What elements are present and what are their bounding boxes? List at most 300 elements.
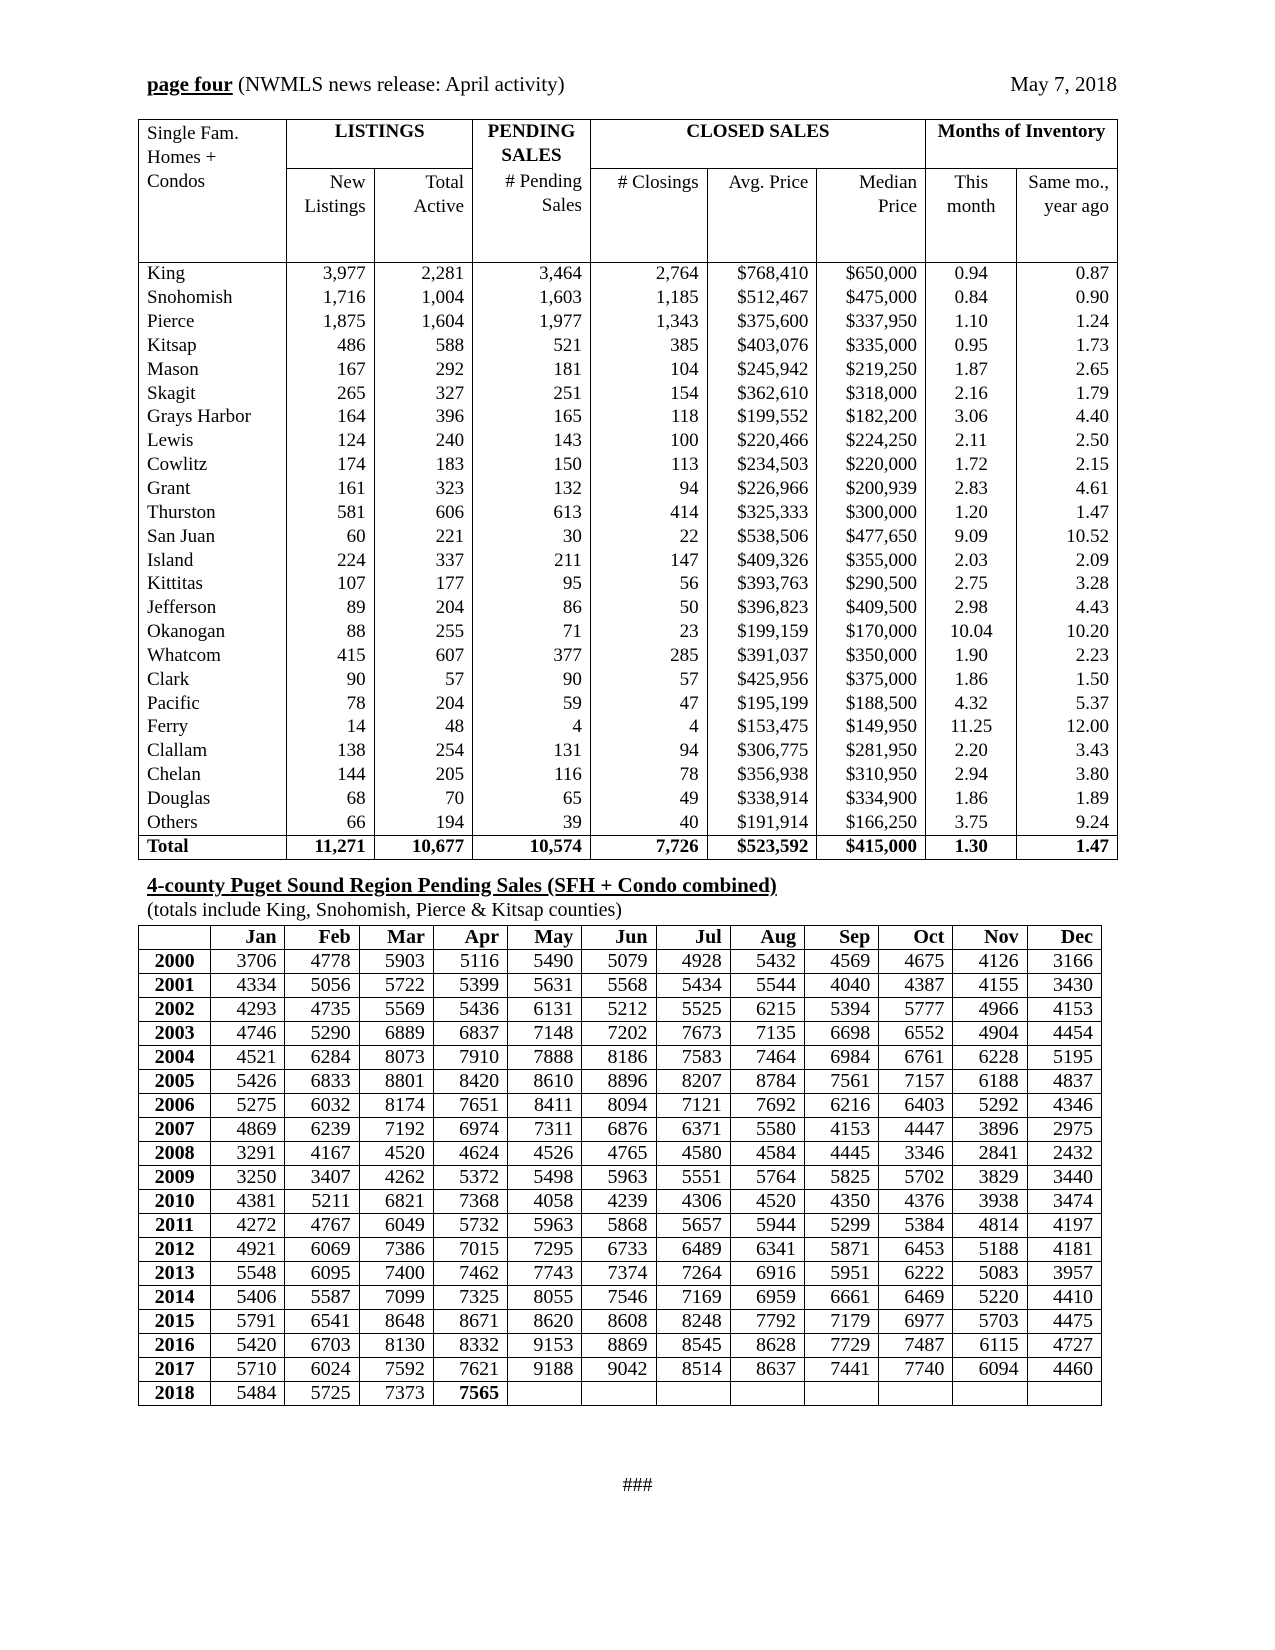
year-label: 2013 [139,1262,211,1286]
pending-cell: 5703 [953,1310,1027,1334]
county-name: Chelan [139,763,287,787]
county-cell: 167 [287,358,374,382]
pending-cell: 5426 [211,1070,285,1094]
year-row [139,1238,1102,1262]
county-cell: $245,942 [707,358,817,382]
year-row [139,1142,1102,1166]
year-label: 2001 [139,974,211,998]
county-cell: $477,650 [817,525,926,549]
pending-cell: 6733 [582,1238,656,1262]
county-cell: 1,716 [287,286,374,310]
county-cell: 1.72 [926,453,1017,477]
year-row [139,950,1102,974]
total-cell: 10,677 [374,835,473,859]
pending-cell: 3896 [953,1118,1027,1142]
county-cell: 174 [287,453,374,477]
county-cell: 86 [473,596,591,620]
county-cell: 414 [590,501,707,525]
pending-cell: 6095 [285,1262,359,1286]
pending-cell: 6188 [953,1070,1027,1094]
pending-cell: 8248 [656,1310,730,1334]
pending-cell: 8332 [433,1334,507,1358]
pending-cell: 8637 [730,1358,804,1382]
county-cell: $393,763 [707,572,817,596]
county-cell: 1.79 [1017,382,1118,406]
county-cell: 588 [374,334,473,358]
pending-cell [656,1382,730,1406]
county-cell: $318,000 [817,382,926,406]
county-name: Clallam [139,739,287,763]
pending-cell: 5657 [656,1214,730,1238]
county-cell: 0.90 [1017,286,1118,310]
pending-cell: 4904 [953,1022,1027,1046]
county-name: Kittitas [139,572,287,596]
county-cell: 23 [590,620,707,644]
county-cell: $153,475 [707,716,817,740]
pending-cell: 5725 [285,1382,359,1406]
pending-cell: 5372 [433,1166,507,1190]
county-cell: 100 [590,429,707,453]
year-row [139,1022,1102,1046]
county-cell: $650,000 [817,262,926,286]
pending-cell: 4381 [211,1190,285,1214]
county-row [139,382,1118,406]
county-name: Grant [139,477,287,501]
pending-cell: 8620 [508,1310,582,1334]
pending-cell: 2841 [953,1142,1027,1166]
county-row [139,453,1118,477]
page-label: page four [147,72,233,96]
county-cell: 60 [287,525,374,549]
pending-cell: 5406 [211,1286,285,1310]
pending-cell: 4526 [508,1142,582,1166]
col-this-month: This month [926,168,1017,262]
county-cell: 1.73 [1017,334,1118,358]
pending-cell: 7311 [508,1118,582,1142]
year-label: 2010 [139,1190,211,1214]
pending-cell: 8094 [582,1094,656,1118]
pending-cell: 8420 [433,1070,507,1094]
pending-cell: 5963 [508,1214,582,1238]
county-cell: $224,250 [817,429,926,453]
county-cell: $199,159 [707,620,817,644]
county-row [139,811,1118,835]
county-cell: 78 [590,763,707,787]
county-cell: 385 [590,334,707,358]
county-row [139,334,1118,358]
pending-cell: 6761 [879,1046,953,1070]
pending-cell: 7192 [359,1118,433,1142]
county-cell: $300,000 [817,501,926,525]
county-cell: 2,764 [590,262,707,286]
county-cell: 2.11 [926,429,1017,453]
pending-cell: 8628 [730,1334,804,1358]
pending-cell: 4197 [1027,1214,1101,1238]
county-cell: 89 [287,596,374,620]
county-cell: 11.25 [926,716,1017,740]
pending-cell: 6403 [879,1094,953,1118]
total-row [139,835,1118,859]
pending-cell [508,1382,582,1406]
county-cell: 59 [473,692,591,716]
pending-cell: 4350 [804,1190,878,1214]
pending-cell: 8130 [359,1334,433,1358]
county-cell: $220,000 [817,453,926,477]
county-name: Kitsap [139,334,287,358]
pending-cell: 3407 [285,1166,359,1190]
pending-cell: 4921 [211,1238,285,1262]
pending-cell: 4058 [508,1190,582,1214]
county-cell: 104 [590,358,707,382]
month-header: Sep [804,926,878,950]
pending-cell: 6541 [285,1310,359,1334]
pending-cell: 5432 [730,950,804,974]
county-cell: 581 [287,501,374,525]
county-cell: 255 [374,620,473,644]
county-cell: $191,914 [707,811,817,835]
pending-cell: 5951 [804,1262,878,1286]
month-header: Aug [730,926,804,950]
pending-cell: 5394 [804,998,878,1022]
year-label: 2017 [139,1358,211,1382]
year-label: 2015 [139,1310,211,1334]
county-cell: $290,500 [817,572,926,596]
pending-cell [582,1382,656,1406]
year-label: 2016 [139,1334,211,1358]
county-cell: 66 [287,811,374,835]
pending-cell: 5568 [582,974,656,998]
month-header: Mar [359,926,433,950]
county-cell: $356,938 [707,763,817,787]
county-cell: 486 [287,334,374,358]
county-cell: $391,037 [707,644,817,668]
pending-cell: 5710 [211,1358,285,1382]
pending-cell: 5399 [433,974,507,998]
col-closings: # Closings [590,168,707,262]
pending-cell: 6371 [656,1118,730,1142]
pending-cell: 4306 [656,1190,730,1214]
pending-cell: 8545 [656,1334,730,1358]
county-cell: 415 [287,644,374,668]
county-row [139,763,1118,787]
county-name: Clark [139,668,287,692]
county-cell: 10.52 [1017,525,1118,549]
col-new-listings: New Listings [287,168,374,262]
pending-cell: 5791 [211,1310,285,1334]
pending-cell: 8055 [508,1286,582,1310]
county-row [139,549,1118,573]
county-cell: 78 [287,692,374,716]
county-cell: $362,610 [707,382,817,406]
county-cell: 2.16 [926,382,1017,406]
county-cell: $281,950 [817,739,926,763]
county-name: Pacific [139,692,287,716]
pending-cell: 7740 [879,1358,953,1382]
col-total-active: Total Active [374,168,473,262]
pending-cell: 7592 [359,1358,433,1382]
county-cell: 1.47 [1017,501,1118,525]
county-cell: 2.20 [926,739,1017,763]
month-header: Oct [879,926,953,950]
pending-cell: 4765 [582,1142,656,1166]
pending-cell: 5963 [582,1166,656,1190]
pending-cell: 3346 [879,1142,953,1166]
county-name: Ferry [139,716,287,740]
pending-cell: 6703 [285,1334,359,1358]
county-cell: 1.10 [926,310,1017,334]
year-row [139,998,1102,1022]
pending-cell: 6228 [953,1046,1027,1070]
county-cell: 1,185 [590,286,707,310]
county-name: Thurston [139,501,287,525]
group-pending: PENDING SALES [473,120,591,169]
county-cell: 22 [590,525,707,549]
pending-cell: 5722 [359,974,433,998]
county-name: King [139,262,287,286]
pending-cell: 6094 [953,1358,1027,1382]
year-row [139,1118,1102,1142]
county-cell: 204 [374,596,473,620]
pending-cell: 5548 [211,1262,285,1286]
county-cell: 211 [473,549,591,573]
county-cell: 138 [287,739,374,763]
group-closed: CLOSED SALES [590,120,925,169]
pending-cell: 4675 [879,950,953,974]
county-cell: 177 [374,572,473,596]
county-cell: 90 [287,668,374,692]
pending-cell: 5764 [730,1166,804,1190]
pending-cell: 6698 [804,1022,878,1046]
pending-cell: 8411 [508,1094,582,1118]
pending-cell: 4040 [804,974,878,998]
pending-cell: 4569 [804,950,878,974]
pending-cell: 4153 [804,1118,878,1142]
month-header: Dec [1027,926,1101,950]
pending-cell: 4475 [1027,1310,1101,1334]
pending-cell: 5825 [804,1166,878,1190]
county-cell: 132 [473,477,591,501]
county-row [139,787,1118,811]
pending-cell: 7673 [656,1022,730,1046]
pending-cell: 4778 [285,950,359,974]
county-cell: 0.87 [1017,262,1118,286]
pending-cell: 3250 [211,1166,285,1190]
county-row [139,739,1118,763]
county-cell: 4.61 [1017,477,1118,501]
pending-cell: 4580 [656,1142,730,1166]
county-cell: 9.09 [926,525,1017,549]
col-avg-price: Avg. Price [707,168,817,262]
county-cell: 292 [374,358,473,382]
county-row [139,286,1118,310]
county-row [139,620,1118,644]
pending-cell: 7792 [730,1310,804,1334]
county-cell: $768,410 [707,262,817,286]
pending-cell: 3440 [1027,1166,1101,1190]
county-cell: 0.94 [926,262,1017,286]
county-cell: 94 [590,739,707,763]
pending-cell: 5525 [656,998,730,1022]
end-mark: ### [622,1474,653,1496]
page-header [147,72,1117,100]
pending-cell: 8174 [359,1094,433,1118]
pending-cell: 6984 [804,1046,878,1070]
pending-cell: 5420 [211,1334,285,1358]
pending-cell: 3957 [1027,1262,1101,1286]
pending-cell: 6216 [804,1094,878,1118]
county-cell: 154 [590,382,707,406]
pending-cell: 5083 [953,1262,1027,1286]
county-cell: 88 [287,620,374,644]
year-row [139,1334,1102,1358]
pending-cell: 8207 [656,1070,730,1094]
pending-cell: 5434 [656,974,730,998]
county-row [139,525,1118,549]
pending-cell: 2975 [1027,1118,1101,1142]
pending-cell: 4387 [879,974,953,998]
pending-cell: 4410 [1027,1286,1101,1310]
county-cell: 1,004 [374,286,473,310]
year-header-blank [139,926,211,950]
county-cell: 2.65 [1017,358,1118,382]
county-cell: 50 [590,596,707,620]
county-cell: 396 [374,406,473,430]
county-cell: 68 [287,787,374,811]
pending-cell: 8073 [359,1046,433,1070]
month-header: Jul [656,926,730,950]
pending-cell: 4155 [953,974,1027,998]
pending-cell: 4521 [211,1046,285,1070]
county-cell: 2,281 [374,262,473,286]
pending-cell: 6837 [433,1022,507,1046]
total-label: Total [139,835,287,859]
county-cell: 0.84 [926,286,1017,310]
pending-cell: 4376 [879,1190,953,1214]
county-cell: 113 [590,453,707,477]
pending-cell: 5484 [211,1382,285,1406]
release-label: (NWMLS news release: April activity) [238,72,565,96]
pending-cell: 5903 [359,950,433,974]
pending-cell: 7373 [359,1382,433,1406]
pending-cell: 6341 [730,1238,804,1262]
county-cell: 9.24 [1017,811,1118,835]
pending-cell: 7121 [656,1094,730,1118]
pending-sales-title: 4-county Puget Sound Region Pending Sales (SFH + Condo combined) [147,873,777,897]
pending-cell: 7729 [804,1334,878,1358]
month-header-row [139,926,1102,950]
year-row [139,1286,1102,1310]
pending-cell: 3474 [1027,1190,1101,1214]
pending-cell: 6821 [359,1190,433,1214]
month-header: Nov [953,926,1027,950]
pending-cell: 6959 [730,1286,804,1310]
pending-cell: 3291 [211,1142,285,1166]
county-cell: 181 [473,358,591,382]
pending-cell: 7546 [582,1286,656,1310]
county-cell: 1.90 [926,644,1017,668]
pending-cell: 5275 [211,1094,285,1118]
pending-cell: 7099 [359,1286,433,1310]
county-row [139,716,1118,740]
county-name: Snohomish [139,286,287,310]
county-cell: $375,600 [707,310,817,334]
county-cell: 3,977 [287,262,374,286]
county-cell: $538,506 [707,525,817,549]
pending-cell: 6049 [359,1214,433,1238]
pending-cell: 8869 [582,1334,656,1358]
pending-cell: 4239 [582,1190,656,1214]
county-cell: $375,000 [817,668,926,692]
pending-cell: 4727 [1027,1334,1101,1358]
county-cell: 613 [473,501,591,525]
county-row [139,477,1118,501]
pending-cell: 6876 [582,1118,656,1142]
county-cell: 107 [287,572,374,596]
year-row [139,1382,1102,1406]
county-row [139,501,1118,525]
county-cell: 377 [473,644,591,668]
county-row [139,406,1118,430]
county-cell: $475,000 [817,286,926,310]
county-cell: 327 [374,382,473,406]
county-row [139,358,1118,382]
county-cell: 606 [374,501,473,525]
county-cell: 204 [374,692,473,716]
county-cell: 10.04 [926,620,1017,644]
pending-cell: 4624 [433,1142,507,1166]
pending-cell: 7487 [879,1334,953,1358]
pending-cell: 3938 [953,1190,1027,1214]
pending-cell: 5580 [730,1118,804,1142]
pending-cell: 6284 [285,1046,359,1070]
pending-cell: 6833 [285,1070,359,1094]
county-cell: 56 [590,572,707,596]
pending-cell: 4520 [730,1190,804,1214]
corner-label: Single Fam. Homes + Condos [139,120,287,263]
year-row [139,1310,1102,1334]
month-header: Jun [582,926,656,950]
year-label: 2000 [139,950,211,974]
county-cell: 164 [287,406,374,430]
pending-cell: 7202 [582,1022,656,1046]
pending-cell: 5498 [508,1166,582,1190]
county-cell: 251 [473,382,591,406]
pending-cell: 4167 [285,1142,359,1166]
county-cell: 1,977 [473,310,591,334]
pending-cell: 4454 [1027,1022,1101,1046]
pending-cell: 7621 [433,1358,507,1382]
pending-cell: 5551 [656,1166,730,1190]
month-header: Jan [211,926,285,950]
pending-cell: 5436 [433,998,507,1022]
pending-cell: 4520 [359,1142,433,1166]
county-cell: 2.94 [926,763,1017,787]
col-pending-sales: # Pending Sales [473,168,591,262]
month-header: Apr [433,926,507,950]
county-cell: 116 [473,763,591,787]
pending-cell: 5944 [730,1214,804,1238]
pending-cell: 8671 [433,1310,507,1334]
pending-cell: 4262 [359,1166,433,1190]
pending-cell: 6661 [804,1286,878,1310]
pending-cell: 6889 [359,1022,433,1046]
county-cell: 3.28 [1017,572,1118,596]
county-cell: $403,076 [707,334,817,358]
county-cell: 2.98 [926,596,1017,620]
county-cell: $170,000 [817,620,926,644]
county-cell: $306,775 [707,739,817,763]
pending-cell: 5587 [285,1286,359,1310]
